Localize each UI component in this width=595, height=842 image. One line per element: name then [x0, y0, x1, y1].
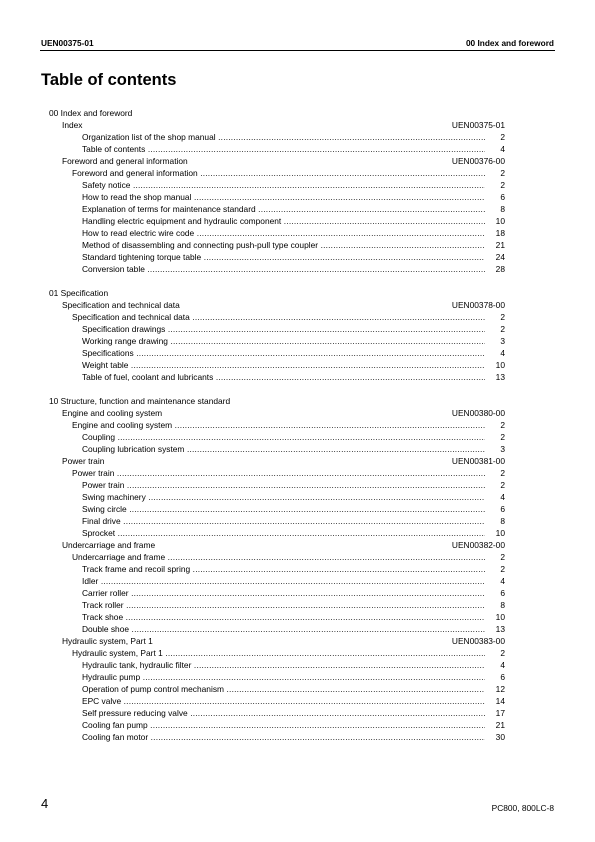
toc-entry-page: 6	[500, 192, 505, 202]
toc-entry-label: Specification and technical data .....	[72, 311, 485, 323]
toc-entry-label: How to read the shop manual .....	[82, 191, 485, 203]
toc-entry-row[interactable]	[82, 707, 505, 719]
toc-entry-row[interactable]	[82, 479, 505, 491]
toc-entry-page: 2	[500, 564, 505, 574]
toc-entry-row[interactable]	[82, 215, 505, 227]
toc-entry-label: Working range drawing .....	[82, 335, 485, 347]
toc-entry-row[interactable]	[72, 551, 505, 563]
toc-entry-page: 2	[500, 312, 505, 322]
toc-entry-page: 2	[500, 552, 505, 562]
toc-entry-label: Swing circle .....	[82, 503, 485, 515]
toc-entry-row[interactable]	[82, 563, 505, 575]
toc-entry-label: Table of fuel, coolant and lubricants .....	[82, 371, 485, 383]
toc-entry-row[interactable]	[82, 359, 505, 371]
toc-entry-row[interactable]	[72, 311, 505, 323]
page-title: Table of contents	[41, 71, 177, 89]
page-number: 4	[41, 796, 49, 811]
toc-entry-page: 2	[500, 420, 505, 430]
toc-entry-label: Weight table .....	[82, 359, 485, 371]
toc-entry-label: Cooling fan motor .....	[82, 731, 485, 743]
toc-entry-page: 2	[500, 480, 505, 490]
toc-entry-row[interactable]	[82, 323, 505, 335]
toc-entry-label: Method of disassembling and connecting push-pull type coupler .....	[82, 239, 485, 251]
toc-entry-label: Specification drawings .....	[82, 323, 485, 335]
toc-entry-page: 4	[500, 144, 505, 154]
toc-entry-label: Foreword and general information .....	[72, 167, 485, 179]
toc-entry-page: 8	[500, 516, 505, 526]
toc-entry-label: Standard tightening torque table .....	[82, 251, 485, 263]
toc-document-row[interactable]	[62, 299, 505, 311]
toc-entry-label: Table of contents .....	[82, 143, 485, 155]
toc-document-row[interactable]	[62, 539, 505, 551]
toc-entry-page: 10	[495, 528, 505, 538]
toc-entry-row[interactable]	[72, 647, 505, 659]
toc-document-code: UEN00383-00	[451, 636, 505, 646]
toc-entry-page: 4	[500, 660, 505, 670]
toc-entry-label: Hydraulic pump .....	[82, 671, 485, 683]
toc-entry-page: 2	[500, 324, 505, 334]
toc-document-title: Engine and cooling system	[62, 408, 163, 418]
toc-entry-label: Hydraulic system, Part 1 .....	[72, 647, 485, 659]
toc-entry-label: Cooling fan pump .....	[82, 719, 485, 731]
toc-entry-label: Explanation of terms for maintenance standard .....	[82, 203, 485, 215]
toc-entry-row[interactable]	[82, 371, 505, 383]
toc-entry-page: 10	[495, 216, 505, 226]
toc-entry-page: 10	[495, 360, 505, 370]
toc-entry-label: Specifications .....	[82, 347, 485, 359]
toc-entry-row[interactable]	[82, 719, 505, 731]
toc-entry-row[interactable]	[82, 143, 505, 155]
toc-entry-row[interactable]	[82, 227, 505, 239]
toc-entry-row[interactable]	[82, 347, 505, 359]
toc-document-code: UEN00382-00	[451, 540, 505, 550]
toc-entry-row[interactable]	[82, 575, 505, 587]
toc-entry-label: Organization list of the shop manual .....	[82, 131, 485, 143]
toc-entry-page: 12	[495, 684, 505, 694]
toc-entry-row[interactable]	[72, 467, 505, 479]
toc-document-code: UEN00380-00	[451, 408, 505, 418]
toc-entry-label: Self pressure reducing valve .....	[82, 707, 485, 719]
toc-document-title: Index	[62, 120, 83, 130]
toc-document-row[interactable]	[62, 407, 505, 419]
toc-document-title: Undercarriage and frame	[62, 540, 156, 550]
toc-entry-page: 30	[495, 732, 505, 742]
toc-document-title: Hydraulic system, Part 1	[62, 636, 153, 646]
toc-entry-page: 6	[500, 588, 505, 598]
toc-document-row[interactable]	[62, 155, 505, 167]
toc-entry-row[interactable]	[82, 731, 505, 743]
toc-document-row[interactable]	[62, 119, 505, 131]
toc-entry-page: 4	[500, 576, 505, 586]
toc-entry-row[interactable]	[82, 431, 505, 443]
toc-entry-page: 4	[500, 492, 505, 502]
toc-entry-page: 3	[500, 336, 505, 346]
document-code: UEN00375-01	[41, 38, 94, 48]
toc-section-label: 10 Structure, function and maintenance standard	[49, 396, 231, 406]
toc-entry-label: Power train .....	[72, 467, 485, 479]
toc-entry-label: Double shoe .....	[82, 623, 485, 635]
toc-entry-page: 3	[500, 444, 505, 454]
toc-document-code: UEN00376-00	[451, 156, 505, 166]
toc-entry-row[interactable]	[82, 659, 505, 671]
toc-entry-row[interactable]	[82, 203, 505, 215]
toc-entry-label: Sprocket .....	[82, 527, 485, 539]
toc-entry-page: 24	[495, 252, 505, 262]
toc-entry-page: 17	[495, 708, 505, 718]
toc-entry-row[interactable]	[72, 167, 505, 179]
toc-entry-label: Final drive .....	[82, 515, 485, 527]
toc-section-label: 01 Specification	[49, 288, 109, 298]
toc-entry-page: 10	[495, 612, 505, 622]
toc-entry-page: 2	[500, 432, 505, 442]
toc-document-code: UEN00381-00	[451, 456, 505, 466]
toc-entry-row[interactable]	[82, 263, 505, 275]
toc-entry-label: Coupling .....	[82, 431, 485, 443]
toc-entry-row[interactable]	[82, 239, 505, 251]
model-designation: PC800, 800LC-8	[491, 803, 554, 813]
section-title: 00 Index and foreword	[465, 38, 554, 48]
toc-entry-page: 6	[500, 504, 505, 514]
toc-entry-label: How to read electric wire code .....	[82, 227, 485, 239]
toc-entry-row[interactable]	[82, 671, 505, 683]
toc-entry-label: Carrier roller .....	[82, 587, 485, 599]
toc-entry-row[interactable]	[82, 623, 505, 635]
toc-entry-page: 18	[495, 228, 505, 238]
toc-entry-label: Hydraulic tank, hydraulic filter .....	[82, 659, 485, 671]
toc-entry-page: 28	[495, 264, 505, 274]
toc-entry-row[interactable]	[82, 179, 505, 191]
toc-entry-row[interactable]	[82, 503, 505, 515]
toc-entry-label: Power train .....	[82, 479, 485, 491]
toc-document-row[interactable]	[62, 635, 505, 647]
toc-entry-label: Coupling lubrication system .....	[82, 443, 485, 455]
toc-entry-page: 2	[500, 168, 505, 178]
toc-entry-row[interactable]	[82, 335, 505, 347]
toc-entry-label: Conversion table .....	[82, 263, 485, 275]
toc-entry-page: 2	[500, 648, 505, 658]
toc-entry-row[interactable]	[82, 251, 505, 263]
toc-entry-label: Undercarriage and frame .....	[72, 551, 485, 563]
toc-entry-row[interactable]	[82, 599, 505, 611]
toc-entry-row[interactable]	[82, 131, 505, 143]
toc-document-title: Specification and technical data	[62, 300, 180, 310]
toc-entry-label: Operation of pump control mechanism .....	[82, 683, 485, 695]
toc-entry-page: 4	[500, 348, 505, 358]
toc-entry-page: 8	[500, 600, 505, 610]
toc-entry-page: 13	[495, 372, 505, 382]
toc-entry-label: EPC valve .....	[82, 695, 485, 707]
toc-document-code: UEN00375-01	[451, 120, 505, 130]
toc-entry-page: 21	[495, 720, 505, 730]
toc-entry-label: Safety notice .....	[82, 179, 485, 191]
toc-entry-label: Engine and cooling system .....	[72, 419, 485, 431]
toc-entry-label: Track roller .....	[82, 599, 485, 611]
toc-document-title: Foreword and general information	[62, 156, 188, 166]
toc-entry-row[interactable]	[82, 683, 505, 695]
toc-entry-label: Handling electric equipment and hydraulic component .....	[82, 215, 485, 227]
toc-entry-page: 2	[500, 132, 505, 142]
toc-entry-page: 13	[495, 624, 505, 634]
toc-entry-row[interactable]	[82, 491, 505, 503]
toc-entry-page: 21	[495, 240, 505, 250]
toc-entry-label: Track shoe .....	[82, 611, 485, 623]
toc-entry-row[interactable]	[82, 191, 505, 203]
toc-entry-page: 8	[500, 204, 505, 214]
toc-entry-row[interactable]	[82, 527, 505, 539]
toc-document-code: UEN00378-00	[451, 300, 505, 310]
toc-entry-page: 2	[500, 180, 505, 190]
toc-entry-label: Track frame and recoil spring .....	[82, 563, 485, 575]
toc-entry-label: Swing machinery .....	[82, 491, 485, 503]
toc-entry-page: 14	[495, 696, 505, 706]
toc-entry-row[interactable]	[82, 587, 505, 599]
toc-entry-page: 2	[500, 468, 505, 478]
toc-entry-label: Idler .....	[82, 575, 485, 587]
toc-section-label: 00 Index and foreword	[49, 108, 133, 118]
toc-document-row[interactable]	[62, 455, 505, 467]
page-header	[40, 36, 555, 51]
toc-entry-row[interactable]	[72, 419, 505, 431]
toc-entry-row[interactable]	[82, 695, 505, 707]
toc-entry-page: 6	[500, 672, 505, 682]
toc-document-title: Power train	[62, 456, 105, 466]
toc-entry-row[interactable]	[82, 611, 505, 623]
toc-entry-row[interactable]	[82, 443, 505, 455]
toc-entry-row[interactable]	[82, 515, 505, 527]
